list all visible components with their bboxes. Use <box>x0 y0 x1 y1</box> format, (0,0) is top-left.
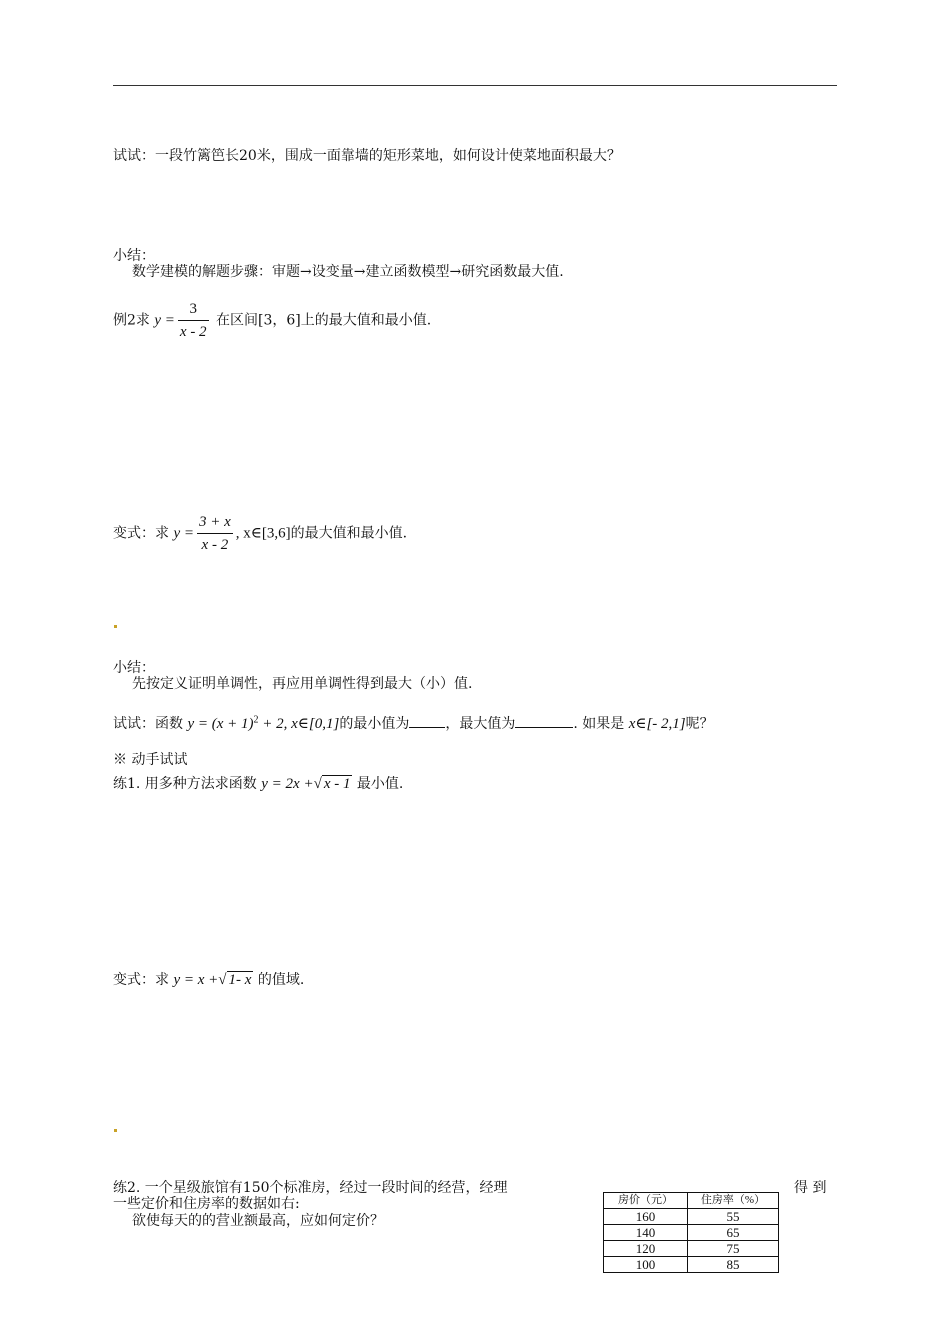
hands-on-heading <box>113 752 187 769</box>
square-root: √ x - 1 <box>313 776 351 792</box>
exercise-2-line-3: 欲使每天的的营业额最高，应如何定价？ <box>132 1213 384 1229</box>
table-row <box>604 1209 779 1225</box>
price-occupancy-table <box>603 1192 779 1273</box>
denominator: x - 2 <box>179 324 207 340</box>
try-text: 一段竹篱笆长20米，围成一面靠墙的矩形菜地，如何设计使菜地面积最大？ <box>155 148 621 164</box>
function-expression: y = (x + 1) <box>187 716 254 732</box>
summary-title-1: 小结： <box>113 248 155 264</box>
occupancy-cell: 75 <box>688 1241 779 1257</box>
example-2 <box>113 300 431 341</box>
function-prefix: 函数 <box>155 716 183 732</box>
table-row <box>604 1257 779 1273</box>
ink-mark <box>114 625 117 628</box>
function-tail: + 2, x∈[0,1] <box>258 716 340 732</box>
max-text: ，最大值为 <box>445 716 516 732</box>
alt-domain: x∈[- 2,1] <box>628 716 686 732</box>
numerator: 3 <box>178 300 209 321</box>
end-text: . 如果是 <box>573 716 625 732</box>
summary-text-2: 先按定义证明单调性，再应用单调性得到最大（小）值. <box>132 676 473 692</box>
denominator: x - 2 <box>201 537 229 553</box>
variant-prefix: 变式：求 <box>113 525 169 542</box>
try-exercise-1 <box>113 148 621 165</box>
table-header-row <box>604 1193 779 1209</box>
exercise-2-line-1-end: 得 到 <box>794 1180 827 1196</box>
min-text: 的最小值为 <box>339 716 410 732</box>
variant-suffix: 的最大值和最小值. <box>290 525 408 542</box>
table-row <box>604 1241 779 1257</box>
try-exercise-2 <box>113 713 714 733</box>
exercise-2-line-1: 练2. 一个星级旅馆有150个标准房，经过一段时间的经营，经理 <box>113 1180 508 1196</box>
hands-on-title: 动手试试 <box>131 752 188 768</box>
exercise-1 <box>113 775 403 793</box>
numerator: 3 + x <box>197 513 233 534</box>
exercise-suffix: 最小值. <box>356 776 404 792</box>
price-cell: 140 <box>604 1225 688 1241</box>
exercise-prefix: 练1. 用多种方法求函数 <box>113 776 257 792</box>
price-cell: 120 <box>604 1241 688 1257</box>
exercise-2-line-2: 一些定价和住房率的数据如右: <box>113 1196 300 1212</box>
reference-mark-icon: ※ <box>113 752 127 768</box>
header-rule <box>113 85 837 86</box>
try-label: 试试： <box>113 716 155 732</box>
variant-prefix: 变式：求 <box>113 972 169 988</box>
variant-1 <box>113 513 407 554</box>
header-price: 房价（元） <box>604 1193 688 1209</box>
exponent: 2 <box>253 714 259 726</box>
function-expression: y = x + <box>173 972 219 988</box>
try-label: 试试： <box>113 148 155 164</box>
function-lhs: y = <box>154 312 175 329</box>
example-prefix: 例2求 <box>113 312 150 329</box>
variant-suffix: 的值域. <box>257 972 305 988</box>
fraction <box>178 300 209 341</box>
min-blank[interactable] <box>409 713 445 728</box>
summary-text-1: 数学建模的解题步骤：审题→设变量→建立函数模型→研究函数最大值. <box>132 264 564 280</box>
radicand: x - 1 <box>323 776 351 792</box>
max-blank[interactable] <box>515 713 573 728</box>
function-expression: y = 2x + <box>261 776 314 792</box>
ink-mark <box>114 1129 117 1132</box>
domain: , x∈[3,6] <box>235 525 291 542</box>
occupancy-cell: 85 <box>688 1257 779 1273</box>
variant-2 <box>113 971 304 989</box>
square-root: √ 1- x <box>218 972 252 988</box>
summary-title-2: 小结： <box>113 660 155 676</box>
table-row <box>604 1225 779 1241</box>
price-cell: 160 <box>604 1209 688 1225</box>
function-lhs: y = <box>173 525 194 542</box>
price-cell: 100 <box>604 1257 688 1273</box>
header-occupancy: 住房率（%） <box>688 1193 779 1209</box>
example-suffix: 在区间[3，6]上的最大值和最小值. <box>216 312 432 329</box>
occupancy-cell: 65 <box>688 1225 779 1241</box>
fraction <box>197 513 233 554</box>
question-text: 呢？ <box>685 716 714 732</box>
occupancy-cell: 55 <box>688 1209 779 1225</box>
radicand: 1- x <box>228 972 252 988</box>
